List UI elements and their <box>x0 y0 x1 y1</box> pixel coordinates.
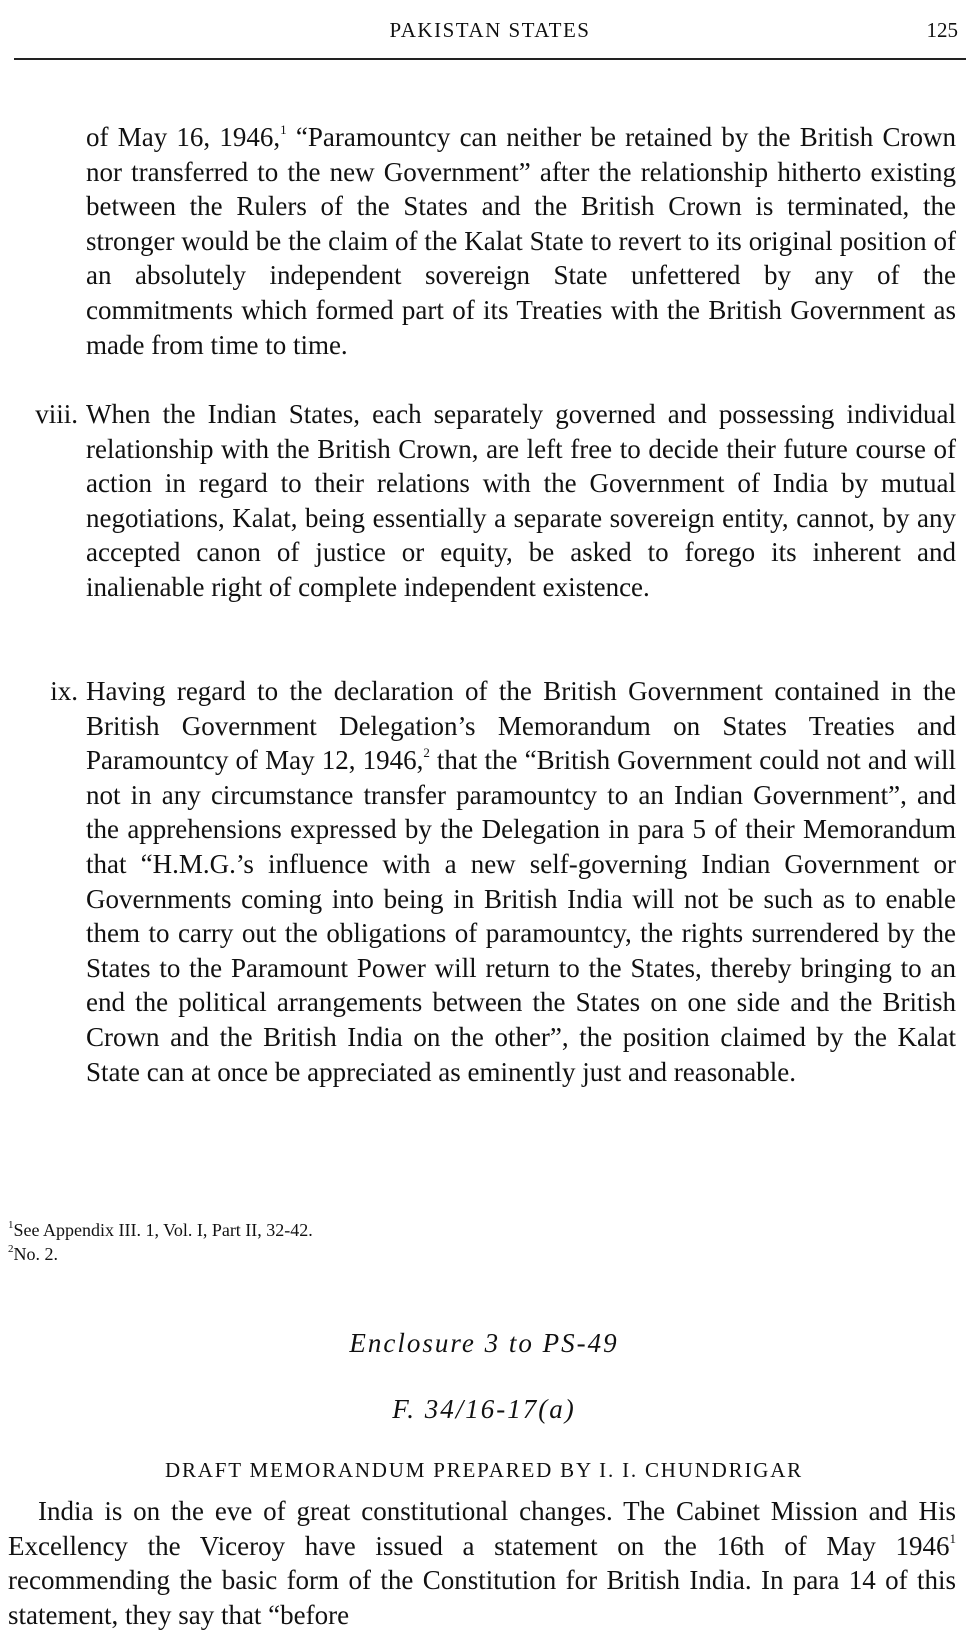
page-number: 125 <box>926 18 958 42</box>
footnote-ref: 1 <box>949 1530 956 1546</box>
footnote-marker: 2 <box>8 1243 14 1255</box>
item-text: When the Indian States, each separately governed and possessing individual relationship with the British Crown, are left free to decide their future course of action in regard to their relations with the Government of India by mutual negotiations, Kalat, being essentially a separate sovereign entity, cannot, by any accepted canon of justice or equity, be asked to forego its inherent and inalienable right of complete independent existence. <box>86 399 956 602</box>
memorandum-paragraph <box>8 1494 956 1632</box>
paragraph-text: “Paramountcy can neither be retained by the British Crown nor transferred to the new Government” after the relationship hitherto existing between the Rulers of the States and the British Crown is terminated, the stronger would be the claim of the Kalat State to revert to its original position of an absolutely independent sovereign State unfettered by any of the commitments which formed part of its Treaties with the British Government as made from time to time. <box>86 122 956 360</box>
paragraph-text: of May 16, 1946, <box>86 122 281 152</box>
list-item-viii <box>35 397 956 605</box>
paragraph-text: recommending the basic form of the Constitution for British India. In para 14 of this statement, they say that “before <box>8 1565 956 1630</box>
footnote-marker: 1 <box>8 1219 14 1231</box>
footnote-ref: 2 <box>423 745 430 761</box>
list-item-ix <box>50 674 956 1089</box>
page-header <box>14 14 966 60</box>
paragraph-text: India is on the eve of great constitutional changes. The Cabinet Mission and His Excellency the Viceroy have issued a statement on the 16th of May 1946 <box>8 1496 956 1561</box>
file-number: F. 34/16-17(a) <box>392 1394 576 1424</box>
item-text: Having regard to the declaration of the British Government contained in the British Government Delegation’s Memorandum on States Treaties and Paramountcy of May 12, 1946, <box>86 676 956 776</box>
item-text: that the “British Government could not and will not in any circumstance transfer paramountcy to an Indian Government”, and the apprehensions expressed by the Delegation in para 5 of their Memorandum that “H.M.G.’s influence with a new self-governing Indian Government or Governments coming into being in British India will not be such as to enable them to carry out the obligations of paramountcy, the rights surrendered by the States to the Paramount Power will return to the States, thereby bringing to an end the political arrangements between the States on one side and the British Crown and the British India on the other”, the position claimed by the Kalat State can at once be appreciated as eminently just and reasonable. <box>86 745 956 1087</box>
item-number: viii. <box>35 399 78 429</box>
footnote-text: See Appendix III. 1, Vol. I, Part II, 32-42. <box>13 1220 313 1240</box>
running-title: PAKISTAN STATES <box>389 18 591 42</box>
footnote <box>8 1242 313 1266</box>
footnote <box>8 1218 313 1242</box>
footnotes <box>8 1218 313 1266</box>
enclosure-title: Enclosure 3 to PS-49 <box>349 1328 619 1358</box>
item-number: ix. <box>50 676 78 706</box>
section-heading: DRAFT MEMORANDUM PREPARED BY I. I. CHUNDRIGAR <box>165 1458 803 1482</box>
footnote-ref: 1 <box>280 122 287 137</box>
continued-paragraph <box>86 120 956 362</box>
footnote-text: No. 2. <box>13 1244 58 1264</box>
